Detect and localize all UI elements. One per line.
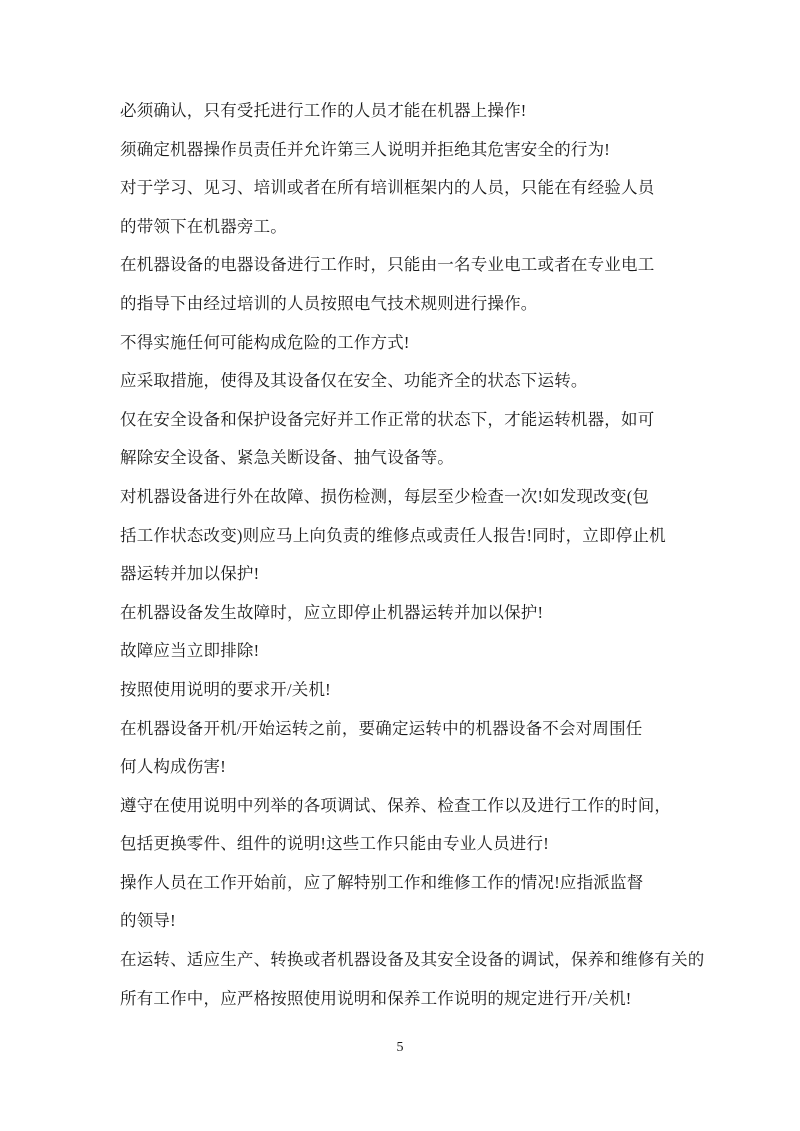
text-line: 的领导! <box>120 911 176 931</box>
paragraph <box>120 864 696 941</box>
paragraph <box>120 787 696 864</box>
paragraph <box>120 131 696 170</box>
text-line: 在运转、适应生产、转换或者机器设备及其安全设备的调试，保养和维修有关的 <box>120 950 705 970</box>
text-line: 应采取措施，使得及其设备仅在安全、功能齐全的状态下运转。 <box>120 371 588 391</box>
text-line: 的指导下由经过培训的人员按照电气技术规则进行操作。 <box>120 293 538 313</box>
text-line: 括工作状态改变)则应马上向负责的维修点或责任人报告!同时，立即停止机 <box>120 525 666 545</box>
paragraph <box>120 362 696 401</box>
text-line: 须确定机器操作员责任并允许第三人说明并拒绝其危害安全的行为! <box>120 139 610 159</box>
paragraph <box>120 478 696 594</box>
text-line: 按照使用说明的要求开/关机! <box>120 679 331 699</box>
text-line: 所有工作中，应严格按照使用说明和保养工作说明的规定进行开/关机! <box>120 988 632 1008</box>
paragraph <box>120 594 696 633</box>
text-line: 遵守在使用说明中列举的各项调试、保养、检查工作以及进行工作的时间， <box>120 795 672 815</box>
text-line: 必须确认，只有受托进行工作的人员才能在机器上操作! <box>120 101 527 120</box>
paragraph <box>120 324 696 363</box>
text-line: 包括更换零件、组件的说明!这些工作只能由专业人员进行! <box>120 834 549 854</box>
paragraph <box>120 671 696 710</box>
paragraph <box>120 92 696 131</box>
paragraph <box>120 401 696 478</box>
text-line: 在机器设备发生故障时，应立即停止机器运转并加以保护! <box>120 602 544 622</box>
text-line: 的带领下在机器旁工。 <box>120 216 287 236</box>
text-line: 不得实施任何可能构成危险的工作方式! <box>120 332 410 352</box>
paragraph <box>120 941 705 1018</box>
text-line: 解除安全设备、紧急关断设备、抽气设备等。 <box>120 448 454 468</box>
paragraph <box>120 169 696 246</box>
paragraph <box>120 632 696 671</box>
text-line: 故障应当立即排除! <box>120 641 260 661</box>
paragraph <box>120 246 696 323</box>
page-footer <box>0 1038 800 1058</box>
paragraph <box>120 710 696 787</box>
text-line: 仅在安全设备和保护设备完好并工作正常的状态下，才能运转机器，如可 <box>120 409 655 429</box>
document-body <box>120 92 705 1018</box>
text-line: 器运转并加以保护! <box>120 564 260 584</box>
page-number: 5 <box>396 1040 404 1055</box>
text-line: 对机器设备进行外在故障、损伤检测，每层至少检查一次!如发现改变(包 <box>120 486 650 506</box>
text-line: 在机器设备的电器设备进行工作时，只能由一名专业电工或者在专业电工 <box>120 255 655 275</box>
text-line: 对于学习、见习、培训或者在所有培训框架内的人员，只能在有经验人员 <box>120 178 655 198</box>
text-line: 操作人员在工作开始前，应了解特别工作和维修工作的情况!应指派监督 <box>120 872 644 892</box>
text-line: 何人构成伤害! <box>120 757 226 777</box>
text-line: 在机器设备开机/开始运转之前，要确定运转中的机器设备不会对周围任 <box>120 718 643 738</box>
